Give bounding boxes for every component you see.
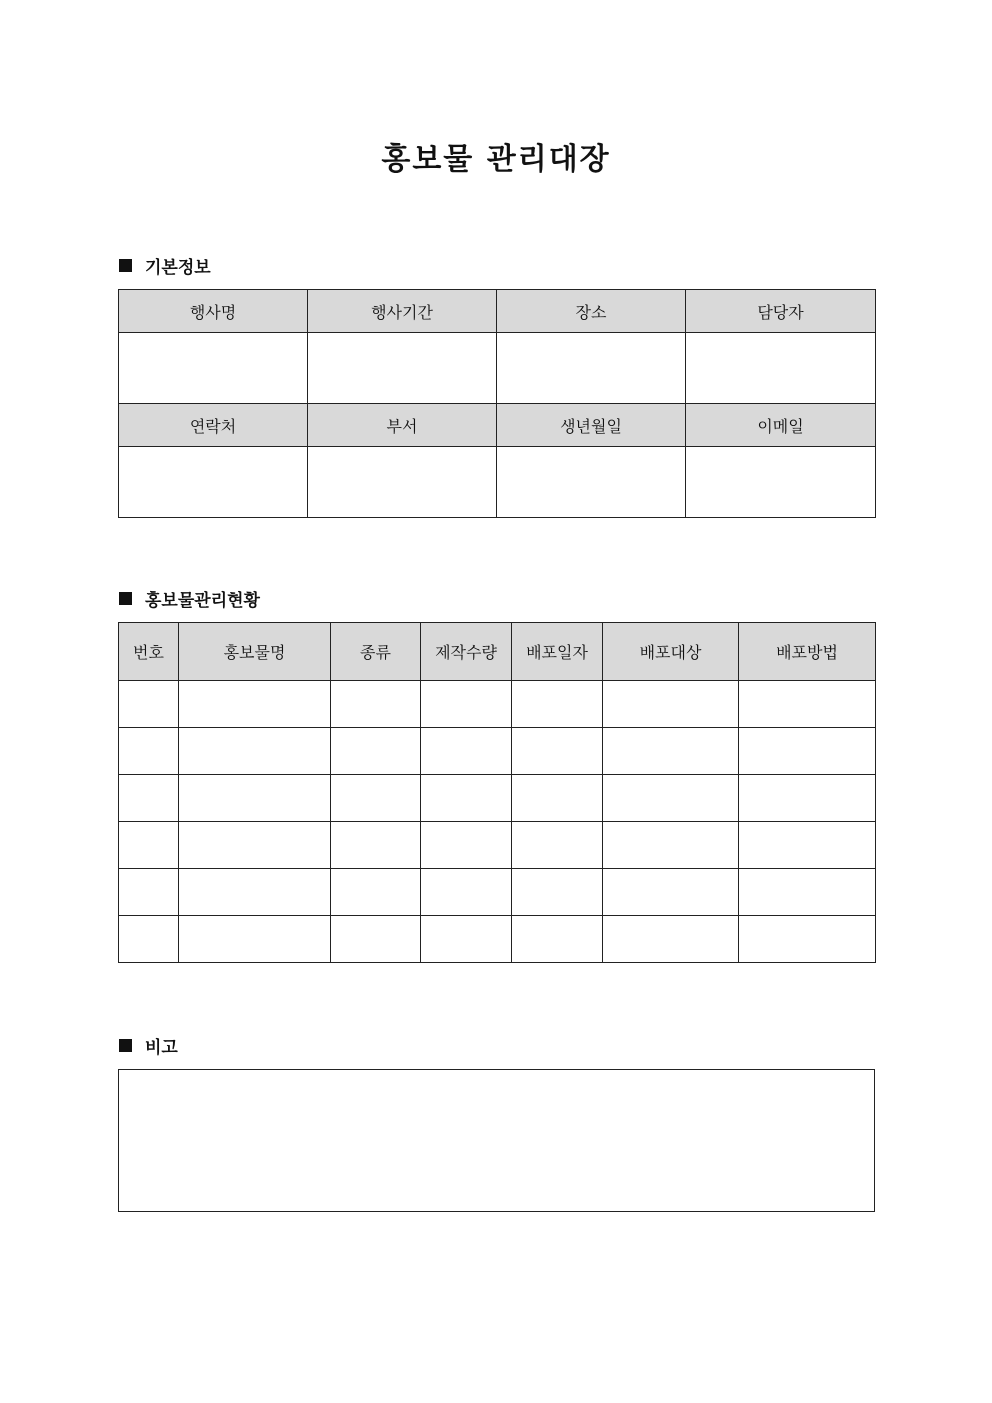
square-bullet-icon bbox=[119, 1039, 132, 1052]
table-cell[interactable] bbox=[603, 869, 739, 916]
remarks-heading-label: 비고 bbox=[145, 1038, 178, 1058]
table-cell[interactable] bbox=[119, 681, 179, 728]
table-row bbox=[119, 728, 876, 775]
remarks-heading bbox=[119, 1033, 178, 1058]
table-cell[interactable] bbox=[739, 681, 876, 728]
header-item-name: 홍보물명 bbox=[179, 623, 331, 681]
header-manager: 담당자 bbox=[686, 290, 876, 333]
basic-info-header-row-2 bbox=[119, 404, 876, 447]
table-cell[interactable] bbox=[512, 775, 603, 822]
basic-info-table bbox=[118, 289, 876, 518]
table-cell[interactable] bbox=[603, 916, 739, 963]
event-name-cell[interactable] bbox=[119, 333, 308, 404]
table-cell[interactable] bbox=[421, 822, 512, 869]
header-department: 부서 bbox=[308, 404, 497, 447]
table-cell[interactable] bbox=[119, 728, 179, 775]
department-cell[interactable] bbox=[308, 447, 497, 518]
birthdate-cell[interactable] bbox=[497, 447, 686, 518]
table-cell[interactable] bbox=[179, 775, 331, 822]
table-row bbox=[119, 822, 876, 869]
table-row bbox=[119, 869, 876, 916]
header-number: 번호 bbox=[119, 623, 179, 681]
table-cell[interactable] bbox=[119, 822, 179, 869]
location-cell[interactable] bbox=[497, 333, 686, 404]
event-period-cell[interactable] bbox=[308, 333, 497, 404]
basic-info-value-row-1 bbox=[119, 333, 876, 404]
document-title: 홍보물 관리대장 bbox=[381, 142, 611, 177]
table-cell[interactable] bbox=[512, 681, 603, 728]
table-cell[interactable] bbox=[739, 728, 876, 775]
table-cell[interactable] bbox=[331, 822, 421, 869]
items-heading-label: 홍보물관리현황 bbox=[145, 591, 260, 611]
table-cell[interactable] bbox=[331, 775, 421, 822]
header-type: 종류 bbox=[331, 623, 421, 681]
header-distribution-method: 배포방법 bbox=[739, 623, 876, 681]
table-cell[interactable] bbox=[739, 775, 876, 822]
table-row bbox=[119, 681, 876, 728]
table-cell[interactable] bbox=[421, 728, 512, 775]
table-cell[interactable] bbox=[331, 916, 421, 963]
header-distribution-date: 배포일자 bbox=[512, 623, 603, 681]
square-bullet-icon bbox=[119, 592, 132, 605]
basic-info-header-row-1 bbox=[119, 290, 876, 333]
table-cell[interactable] bbox=[179, 728, 331, 775]
header-quantity: 제작수량 bbox=[421, 623, 512, 681]
table-cell[interactable] bbox=[603, 728, 739, 775]
table-cell[interactable] bbox=[421, 775, 512, 822]
header-event-name: 행사명 bbox=[119, 290, 308, 333]
table-cell[interactable] bbox=[179, 681, 331, 728]
table-cell[interactable] bbox=[739, 869, 876, 916]
header-event-period: 행사기간 bbox=[308, 290, 497, 333]
basic-info-value-row-2 bbox=[119, 447, 876, 518]
table-cell[interactable] bbox=[512, 822, 603, 869]
manager-cell[interactable] bbox=[686, 333, 876, 404]
items-header-row bbox=[119, 623, 876, 681]
table-cell[interactable] bbox=[739, 822, 876, 869]
table-cell[interactable] bbox=[421, 681, 512, 728]
basic-info-heading-label: 기본정보 bbox=[145, 258, 211, 278]
table-cell[interactable] bbox=[119, 916, 179, 963]
header-birthdate: 생년월일 bbox=[497, 404, 686, 447]
table-cell[interactable] bbox=[179, 916, 331, 963]
table-cell[interactable] bbox=[512, 916, 603, 963]
square-bullet-icon bbox=[119, 259, 132, 272]
contact-cell[interactable] bbox=[119, 447, 308, 518]
table-cell[interactable] bbox=[603, 822, 739, 869]
table-row bbox=[119, 775, 876, 822]
table-cell[interactable] bbox=[421, 869, 512, 916]
table-cell[interactable] bbox=[603, 681, 739, 728]
basic-info-heading bbox=[119, 253, 211, 278]
table-cell[interactable] bbox=[331, 728, 421, 775]
header-distribution-target: 배포대상 bbox=[603, 623, 739, 681]
promo-items-table bbox=[118, 622, 876, 963]
table-cell[interactable] bbox=[331, 869, 421, 916]
table-cell[interactable] bbox=[421, 916, 512, 963]
table-cell[interactable] bbox=[512, 869, 603, 916]
email-cell[interactable] bbox=[686, 447, 876, 518]
header-contact: 연락처 bbox=[119, 404, 308, 447]
table-cell[interactable] bbox=[331, 681, 421, 728]
items-heading bbox=[119, 586, 260, 611]
header-email: 이메일 bbox=[686, 404, 876, 447]
table-cell[interactable] bbox=[119, 775, 179, 822]
table-cell[interactable] bbox=[739, 916, 876, 963]
table-cell[interactable] bbox=[119, 869, 179, 916]
table-cell[interactable] bbox=[603, 775, 739, 822]
remarks-box[interactable] bbox=[118, 1069, 875, 1212]
table-cell[interactable] bbox=[512, 728, 603, 775]
table-cell[interactable] bbox=[179, 822, 331, 869]
table-cell[interactable] bbox=[179, 869, 331, 916]
header-location: 장소 bbox=[497, 290, 686, 333]
table-row bbox=[119, 916, 876, 963]
